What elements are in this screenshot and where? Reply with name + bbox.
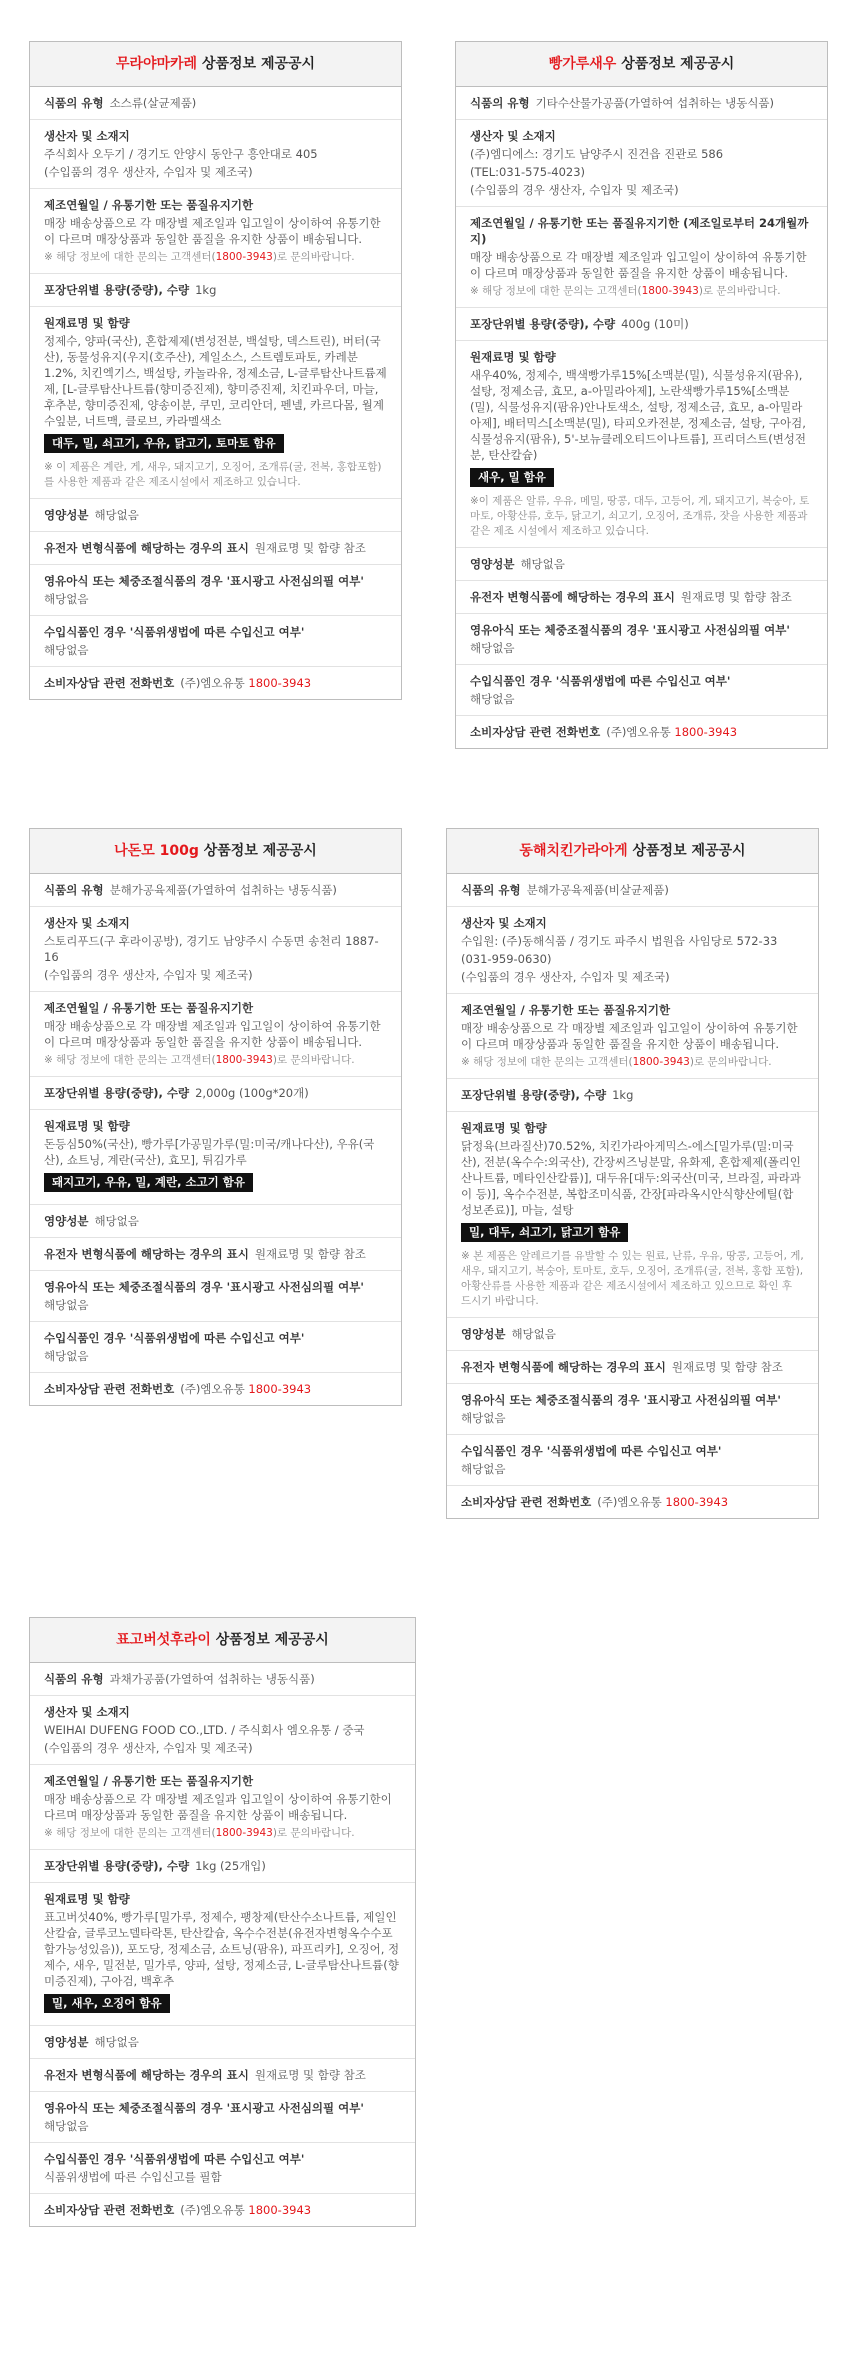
date-value: 매장 배송상품으로 각 매장별 제조일과 입고일이 상이하여 유통기한이 다르며 매장상품과 동일한 품질을 유지한 상품이 배송됩니다.	[470, 250, 807, 280]
gmo-value: 원재료명 및 함량 참조	[671, 1360, 783, 1374]
allergen-badge: 새우, 밀 함유	[470, 468, 554, 487]
maker-label: 생산자 및 소재지	[44, 129, 130, 143]
contact-label: 소비자상담 관련 전화번호	[44, 2203, 175, 2217]
food-type-value: 분해가공육제품(가열하여 섭취하는 냉동식품)	[109, 883, 337, 897]
product-info-card	[29, 41, 402, 700]
date-note-phone: 1800-3943	[215, 1054, 273, 1066]
ingredients-row	[30, 307, 401, 499]
date-row	[456, 207, 827, 308]
contact-label: 소비자상담 관련 전화번호	[461, 1495, 592, 1509]
capacity-row	[30, 1077, 401, 1110]
import-row	[30, 616, 401, 667]
import-label: 수입식품인 경우 '식품위생법에 따른 수입신고 여부'	[44, 2152, 305, 2166]
nutrition-value: 해당없음	[511, 1327, 556, 1341]
date-value: 매장 배송상품으로 각 매장별 제조일과 입고일이 상이하여 유통기한이 다르며 매장상품과 동일한 품질을 유지한 상품이 배송됩니다.	[44, 1792, 392, 1822]
contact-company: (주)엠오유통	[597, 1495, 662, 1509]
food-type-row	[30, 87, 401, 120]
contact-phone: 1800-3943	[674, 725, 738, 739]
capacity-label: 포장단위별 용량(중량), 수량	[470, 317, 616, 331]
gmo-row	[456, 581, 827, 614]
date-value: 매장 배송상품으로 각 매장별 제조일과 입고일이 상이하여 유통기한이 다르며 매장상품과 동일한 품질을 유지한 상품이 배송됩니다.	[44, 216, 381, 246]
contact-company: (주)엠오유통	[606, 725, 671, 739]
ingredients-note: ※ 이 제품은 계란, 게, 새우, 돼지고기, 오징어, 조개류(굴, 전복, 홍합포함)를 사용한 제품과 같은 제조시설에서 제조하고 있습니다.	[44, 461, 382, 488]
nutrition-label: 영양성분	[44, 1214, 89, 1228]
ingredients-value: 표고버섯40%, 빵가루[밀가루, 정제수, 팽창제(탄산수소나트륨, 제일인산칼슘, 글루코노델타락톤, 탄산칼슘, 옥수수전분(유전자변형옥수수포함가능성있음)), 포도당, 정제소금, 쇼트닝(팜유), 파프리카], 오징어, 정제수, 새우, 밀전분, 밀가루, 양파, 설탕, 정제소금, L-글루탐산나트륨(향미증진제), 구아검, 백후추	[44, 1910, 400, 1988]
ingredients-value: 정제수, 양파(국산), 혼합제제(변성전분, 백설탕, 덱스트린), 버터(국산), 동물성유지(우지(호주산), 계일소스, 스트렘토파토, 카레분1.2%, 치킨엑기스, 백설탕, 카놀라유, 정제소금, L-글루탐산나트륨제제, [L-글루탐산나트륨(향미증진제), 향미증진제, 치킨파우더, 마늘, 후추분, 향미증진제, 양송이분, 쿠민, 코리안더, 펜넬, 카르다몸, 월계수잎분, 너트맥, 클로브, 카라멜색소	[44, 334, 387, 428]
contact-company: (주)엠오유통	[180, 1382, 245, 1396]
maker-line: (031-959-0630)	[461, 952, 552, 966]
nutrition-row	[30, 1205, 401, 1238]
maker-line: 주식회사 오두기 / 경기도 안양시 동안구 흥안대로 405	[44, 147, 318, 161]
capacity-row	[30, 1850, 415, 1883]
product-info-card	[446, 828, 819, 1519]
date-note: ※ 해당 정보에 대한 문의는 고객센터(1800-3943)로 문의바랍니다.	[44, 1054, 355, 1066]
date-value: 매장 배송상품으로 각 매장별 제조일과 입고일이 상이하여 유통기한이 다르며 매장상품과 동일한 품질을 유지한 상품이 배송됩니다.	[44, 1019, 381, 1049]
infant-label: 영유아식 또는 체중조절식품의 경우 '표시광고 사전심의필 여부'	[470, 623, 790, 637]
contact-label: 소비자상담 관련 전화번호	[470, 725, 601, 739]
nutrition-value: 해당없음	[94, 508, 139, 522]
title-suffix: 상품정보 제공공시	[632, 843, 746, 859]
import-value: 해당없음	[44, 643, 89, 657]
card-title	[30, 829, 401, 874]
date-note: ※ 해당 정보에 대한 문의는 고객센터(1800-3943)로 문의바랍니다.	[44, 1827, 355, 1839]
gmo-row	[447, 1351, 818, 1384]
food-type-value: 기타수산물가공품(가열하여 섭취하는 냉동식품)	[535, 96, 775, 110]
gmo-row	[30, 2059, 415, 2092]
allergen-badge: 밀, 대두, 쇠고기, 닭고기 함유	[461, 1223, 628, 1242]
maker-label: 생산자 및 소재지	[44, 1705, 130, 1719]
contact-label: 소비자상담 관련 전화번호	[44, 676, 175, 690]
nutrition-value: 해당없음	[94, 1214, 139, 1228]
import-row	[30, 1322, 401, 1373]
nutrition-label: 영양성분	[44, 508, 89, 522]
date-note-phone: 1800-3943	[641, 285, 699, 297]
product-name: 표고버섯후라이	[116, 1632, 211, 1648]
contact-row	[447, 1486, 818, 1518]
capacity-row	[456, 308, 827, 341]
capacity-value: 400g (10미)	[621, 317, 689, 331]
date-row	[30, 1765, 415, 1850]
food-type-label: 식품의 유형	[461, 883, 521, 897]
maker-row	[456, 120, 827, 207]
date-label: 제조연월일 / 유통기한 또는 품질유지기한	[44, 1001, 254, 1015]
infant-row	[30, 1271, 401, 1322]
import-label: 수입식품인 경우 '식품위생법에 따른 수입신고 여부'	[44, 1331, 305, 1345]
gmo-label: 유전자 변형식품에 해당하는 경우의 표시	[470, 590, 675, 604]
infant-row	[447, 1384, 818, 1435]
ingredients-value: 닭정육(브라질산)70.52%, 치킨가라아게믹스-에스[밀가루(밀:미국산), 전분(옥수수:외국산), 간장씨즈닝분말, 유화제, 혼합제제(폴리인산나트륨, 메타인산칼륨)], 대두유[대두:외국산(미국, 브라질, 파라과이 등)], 옥수수전분, 복합조미식품, 간장[파라옥시안식향산에틸(합성보존료)], 마늘, 설탕	[461, 1139, 801, 1217]
date-row	[447, 994, 818, 1079]
nutrition-label: 영양성분	[44, 2035, 89, 2049]
ingredients-note: ※ 본 제품은 알레르기를 유발할 수 있는 원료, 난류, 우유, 땅콩, 고등어, 게, 새우, 돼지고기, 복숭아, 토마토, 호두, 오징어, 조개류(굴, 전복, 홍합 포함), 아황산류를 사용한 제품과 같은 제조시설에서 제조하고 있으므로 확인 후 드시기 바랍니다.	[461, 1250, 804, 1307]
title-suffix: 상품정보 제공공시	[215, 1632, 329, 1648]
gmo-label: 유전자 변형식품에 해당하는 경우의 표시	[44, 1247, 249, 1261]
allergen-badge: 대두, 밀, 쇠고기, 우유, 닭고기, 토마토 함유	[44, 434, 284, 453]
maker-line: (수입품의 경우 생산자, 수입자 및 제조국)	[470, 183, 679, 197]
date-note: ※ 해당 정보에 대한 문의는 고객센터(1800-3943)로 문의바랍니다.	[44, 251, 355, 263]
food-type-label: 식품의 유형	[44, 883, 104, 897]
capacity-label: 포장단위별 용량(중량), 수량	[44, 1086, 190, 1100]
product-info-card	[455, 41, 828, 749]
import-value: 해당없음	[461, 1462, 506, 1476]
product-name: 무라야마카레	[115, 56, 198, 72]
maker-label: 생산자 및 소재지	[461, 916, 547, 930]
date-note: ※ 해당 정보에 대한 문의는 고객센터(1800-3943)로 문의바랍니다.	[461, 1056, 772, 1068]
gmo-row	[30, 1238, 401, 1271]
capacity-value: 1kg	[195, 283, 217, 297]
food-type-row	[456, 87, 827, 120]
food-type-label: 식품의 유형	[470, 96, 530, 110]
product-name: 동해치킨가라아게	[519, 843, 628, 859]
title-suffix: 상품정보 제공공시	[621, 56, 735, 72]
infant-row	[456, 614, 827, 665]
ingredients-label: 원재료명 및 함량	[461, 1121, 547, 1135]
food-type-value: 과채가공품(가열하여 섭취하는 냉동식품)	[109, 1672, 315, 1686]
card-title	[456, 42, 827, 87]
contact-row	[456, 716, 827, 748]
gmo-label: 유전자 변형식품에 해당하는 경우의 표시	[44, 541, 249, 555]
maker-line: (TEL:031-575-4023)	[470, 165, 586, 179]
contact-company: (주)엠오유통	[180, 2203, 245, 2217]
ingredients-label: 원재료명 및 함량	[44, 316, 130, 330]
contact-company: (주)엠오유통	[180, 676, 245, 690]
infant-value: 해당없음	[44, 2119, 89, 2133]
nutrition-row	[30, 2026, 415, 2059]
nutrition-label: 영양성분	[470, 557, 515, 571]
import-row	[447, 1435, 818, 1486]
capacity-label: 포장단위별 용량(중량), 수량	[44, 283, 190, 297]
gmo-value: 원재료명 및 함량 참조	[680, 590, 792, 604]
food-type-row	[447, 874, 818, 907]
capacity-label: 포장단위별 용량(중량), 수량	[44, 1859, 190, 1873]
date-note-phone: 1800-3943	[215, 251, 273, 263]
date-label: 제조연월일 / 유통기한 또는 품질유지기한	[44, 198, 254, 212]
capacity-row	[447, 1079, 818, 1112]
date-row	[30, 189, 401, 274]
contact-row	[30, 2194, 415, 2226]
infant-row	[30, 2092, 415, 2143]
import-label: 수입식품인 경우 '식품위생법에 따른 수입신고 여부'	[44, 625, 305, 639]
allergen-badge: 돼지고기, 우유, 밀, 계란, 소고기 함유	[44, 1173, 253, 1192]
title-suffix: 상품정보 제공공시	[203, 843, 317, 859]
maker-line: (수입품의 경우 생산자, 수입자 및 제조국)	[461, 970, 670, 984]
nutrition-row	[447, 1318, 818, 1351]
date-row	[30, 992, 401, 1077]
food-type-row	[30, 874, 401, 907]
product-name: 나돈모 100g	[114, 843, 199, 859]
date-label: 제조연월일 / 유통기한 또는 품질유지기한	[461, 1003, 671, 1017]
import-row	[30, 2143, 415, 2194]
infant-value: 해당없음	[44, 1298, 89, 1312]
infant-row	[30, 565, 401, 616]
maker-row	[30, 907, 401, 992]
maker-line: (주)엠디에스: 경기도 남양주시 진건읍 진관로 586	[470, 147, 724, 161]
card-title	[30, 42, 401, 87]
product-info-card	[29, 1617, 416, 2227]
contact-row	[30, 1373, 401, 1405]
maker-line: WEIHAI DUFENG FOOD CO.,LTD. / 주식회사 엠오유통 / 중국	[44, 1723, 365, 1737]
maker-line: 수입원: (주)동해식품 / 경기도 파주시 법원읍 사임당로 572-33	[461, 934, 778, 948]
date-note-phone: 1800-3943	[632, 1056, 690, 1068]
ingredients-value: 새우40%, 정제수, 백색빵가루15%[소맥분(밀), 식물성유지(팜유), 설탕, 정제소금, 효모, a-아밀라아제], 노란색빵가루15%[소맥분(밀), 식물성유지(팜유)안나토색소, 설탕, 정제소금, 효모, a-아밀라아제], 배터믹스[소맥분(밀), 타피오카전분, 정제소금, 설탕, 구아검, 식물성유지(팜유), 5'-보뉴클레오티드이나트륨], 프리더스트(변성전분, 탄산칼슘)	[470, 368, 807, 462]
contact-phone: 1800-3943	[248, 2203, 312, 2217]
import-row	[456, 665, 827, 716]
date-label: 제조연월일 / 유통기한 또는 품질유지기한	[44, 1774, 254, 1788]
infant-value: 해당없음	[44, 592, 89, 606]
capacity-value: 1kg (25개입)	[195, 1859, 266, 1873]
capacity-value: 1kg	[612, 1088, 634, 1102]
gmo-value: 원재료명 및 함량 참조	[254, 1247, 366, 1261]
card-title	[30, 1618, 415, 1663]
nutrition-row	[30, 499, 401, 532]
contact-label: 소비자상담 관련 전화번호	[44, 1382, 175, 1396]
maker-row	[30, 120, 401, 189]
contact-phone: 1800-3943	[248, 1382, 312, 1396]
import-label: 수입식품인 경우 '식품위생법에 따른 수입신고 여부'	[470, 674, 731, 688]
nutrition-value: 해당없음	[94, 2035, 139, 2049]
gmo-value: 원재료명 및 함량 참조	[254, 2068, 366, 2082]
contact-row	[30, 667, 401, 699]
food-type-label: 식품의 유형	[44, 1672, 104, 1686]
capacity-value: 2,000g (100g*20개)	[195, 1086, 309, 1100]
import-label: 수입식품인 경우 '식품위생법에 따른 수입신고 여부'	[461, 1444, 722, 1458]
date-suffix: (제조일로부터 24개월까지)	[470, 216, 809, 246]
import-value: 해당없음	[44, 1349, 89, 1363]
date-note: ※ 해당 정보에 대한 문의는 고객센터(1800-3943)로 문의바랍니다.	[470, 285, 781, 297]
card-title	[447, 829, 818, 874]
product-name: 빵가루새우	[548, 56, 617, 72]
infant-label: 영유아식 또는 체중조절식품의 경우 '표시광고 사전심의필 여부'	[44, 1280, 364, 1294]
date-note-phone: 1800-3943	[215, 1827, 273, 1839]
infant-label: 영유아식 또는 체중조절식품의 경우 '표시광고 사전심의필 여부'	[44, 574, 364, 588]
allergen-badge: 밀, 새우, 오징어 함유	[44, 1994, 170, 2013]
ingredients-row	[456, 341, 827, 548]
nutrition-label: 영양성분	[461, 1327, 506, 1341]
product-info-card	[29, 828, 402, 1406]
gmo-row	[30, 532, 401, 565]
food-type-label: 식품의 유형	[44, 96, 104, 110]
ingredients-note: ※이 제품은 알류, 우유, 메밀, 땅콩, 대두, 고등어, 게, 돼지고기, 복숭아, 토마토, 아황산류, 호두, 닭고기, 쇠고기, 오징어, 조개류, 잣을 사용한 제품과 같은 제조 시설에서 제조하고 있습니다.	[470, 495, 810, 537]
maker-line: (수입품의 경우 생산자, 수입자 및 제조국)	[44, 165, 253, 179]
gmo-value: 원재료명 및 함량 참조	[254, 541, 366, 555]
capacity-label: 포장단위별 용량(중량), 수량	[461, 1088, 607, 1102]
maker-line: 스토리푸드(구 후라이공방), 경기도 남양주시 수동면 송천리 1887-16	[44, 934, 379, 964]
food-type-value: 분해가공육제품(비살균제품)	[526, 883, 669, 897]
food-type-row	[30, 1663, 415, 1696]
gmo-label: 유전자 변형식품에 해당하는 경우의 표시	[44, 2068, 249, 2082]
food-type-value: 소스류(살균제품)	[109, 96, 197, 110]
ingredients-label: 원재료명 및 함량	[470, 350, 556, 364]
contact-phone: 1800-3943	[665, 1495, 729, 1509]
ingredients-label: 원재료명 및 함량	[44, 1892, 130, 1906]
maker-line: (수입품의 경우 생산자, 수입자 및 제조국)	[44, 968, 253, 982]
capacity-row	[30, 274, 401, 307]
ingredients-label: 원재료명 및 함량	[44, 1119, 130, 1133]
nutrition-row	[456, 548, 827, 581]
infant-label: 영유아식 또는 체중조절식품의 경우 '표시광고 사전심의필 여부'	[44, 2101, 364, 2115]
ingredients-row	[447, 1112, 818, 1318]
maker-row	[30, 1696, 415, 1765]
ingredients-row	[30, 1883, 415, 2026]
gmo-label: 유전자 변형식품에 해당하는 경우의 표시	[461, 1360, 666, 1374]
date-value: 매장 배송상품으로 각 매장별 제조일과 입고일이 상이하여 유통기한이 다르며 매장상품과 동일한 품질을 유지한 상품이 배송됩니다.	[461, 1021, 798, 1051]
maker-label: 생산자 및 소재지	[470, 129, 556, 143]
maker-line: (수입품의 경우 생산자, 수입자 및 제조국)	[44, 1741, 253, 1755]
import-value: 식품위생법에 따른 수입신고를 필함	[44, 2170, 222, 2184]
ingredients-row	[30, 1110, 401, 1205]
infant-value: 해당없음	[470, 641, 515, 655]
maker-label: 생산자 및 소재지	[44, 916, 130, 930]
infant-label: 영유아식 또는 체중조절식품의 경우 '표시광고 사전심의필 여부'	[461, 1393, 781, 1407]
infant-value: 해당없음	[461, 1411, 506, 1425]
maker-row	[447, 907, 818, 994]
import-value: 해당없음	[470, 692, 515, 706]
contact-phone: 1800-3943	[248, 676, 312, 690]
date-label: 제조연월일 / 유통기한 또는 품질유지기한	[470, 216, 680, 230]
ingredients-value: 돈등심50%(국산), 빵가루[가공밀가루(밀:미국/캐나다산), 우유(국산), 쇼트닝, 계란(국산), 효모], 튀김가루	[44, 1137, 375, 1167]
title-suffix: 상품정보 제공공시	[201, 56, 316, 72]
nutrition-value: 해당없음	[520, 557, 565, 571]
